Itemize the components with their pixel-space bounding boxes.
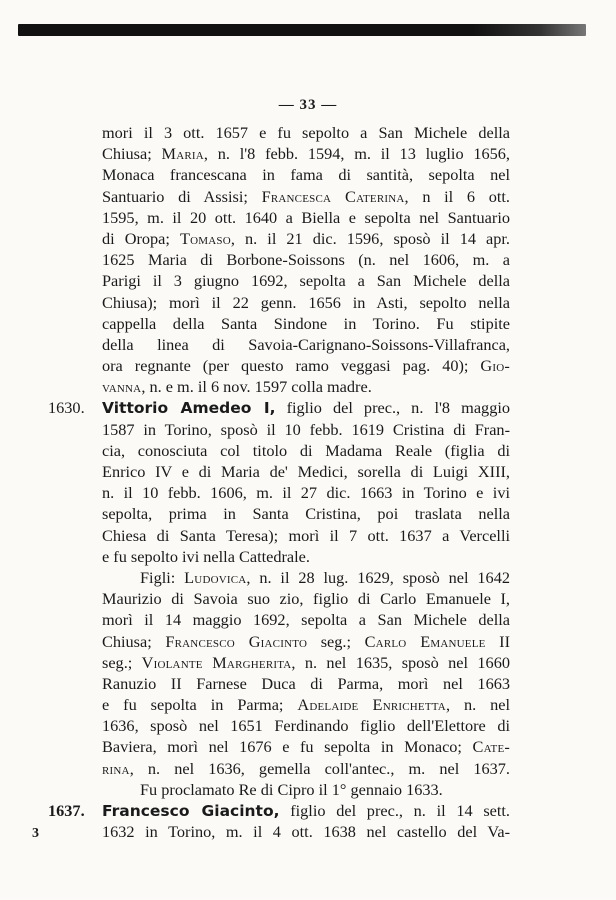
text-line bbox=[48, 270, 510, 291]
person-name: Cate- bbox=[472, 737, 510, 757]
text-segment: Figli: bbox=[140, 567, 185, 587]
text-segment: Parigi il 3 giugno 1692, sepolta a San Michele della bbox=[102, 271, 510, 291]
person-name: Carlo Emanuele bbox=[364, 631, 486, 651]
person-name: Maria bbox=[161, 144, 204, 164]
text-segment: 1632 in Torino, m. il 4 ott. 1638 nel castello del Va- bbox=[102, 822, 510, 842]
text-segment: , n. e m. il 6 nov. 1597 colla madre. bbox=[141, 377, 372, 397]
text-segment: , n il 6 ott. bbox=[404, 186, 510, 206]
text-segment: Ranuzio II Farnese Duca di Parma, morì nel 1663 bbox=[102, 673, 510, 693]
text-segment: morì il 14 maggio 1692, sepolta a San Michele della bbox=[102, 610, 510, 630]
text-segment: 1636, sposò nel 1651 Ferdinando figlio dell'Elettore di bbox=[102, 716, 510, 736]
text-line bbox=[48, 440, 510, 461]
text-line bbox=[48, 800, 510, 821]
text-line bbox=[48, 355, 510, 376]
ruler-name: Vittorio Amedeo I, bbox=[102, 399, 276, 418]
text-line bbox=[48, 461, 510, 482]
text-segment: , n. il 21 dic. 1596, sposò il 14 apr. bbox=[230, 228, 511, 248]
text-line bbox=[48, 736, 510, 757]
text-segment: 1587 in Torino, sposò il 10 febb. 1619 Cristina di Fran- bbox=[102, 419, 510, 439]
text-segment: Fu proclamato Re di Cipro il 1° gennaio 1633. bbox=[140, 779, 443, 799]
text-segment: della linea di Savoia-Carignano-Soissons-Villafranca, bbox=[102, 334, 510, 354]
text-segment: mori il 3 ott. 1657 e fu sepolto a San Michele della bbox=[102, 123, 510, 142]
ruler-name: Francesco Giacinto, bbox=[102, 802, 280, 820]
text-line bbox=[48, 186, 510, 207]
text-line bbox=[48, 631, 510, 652]
text-segment: cappella della Santa Sindone in Torino. Fu stipite bbox=[102, 313, 510, 333]
text-line bbox=[48, 588, 510, 609]
person-name: Tomaso bbox=[180, 228, 231, 248]
text-segment: cia, conosciuta col titolo di Madama Reale (figlia di bbox=[102, 440, 510, 460]
text-line bbox=[48, 482, 510, 503]
text-segment: Maurizio di Savoia suo zio, figlio di Carlo Emanuele I, bbox=[102, 589, 510, 609]
text-segment: Chiusa); morì il 22 genn. 1656 in Asti, sepolto nella bbox=[102, 292, 510, 312]
text-line bbox=[48, 313, 510, 334]
page-number: — 33 — bbox=[278, 97, 338, 113]
text-segment: sepolta, prima in Santa Cristina, poi traslata nella bbox=[102, 504, 510, 524]
text-line bbox=[48, 673, 510, 694]
person-name: Francesca Caterina bbox=[261, 186, 405, 206]
top-rule bbox=[18, 24, 586, 36]
person-name: rina bbox=[102, 758, 130, 778]
text-segment: 1595, m. il 20 ott. 1640 a Biella e sepolta nel Santuario bbox=[102, 207, 510, 227]
text-segment: 1625 Maria di Borbone-Soissons (n. nel 1606, m. a bbox=[102, 250, 510, 270]
text-line bbox=[48, 525, 510, 546]
text-segment: ora regnante (per questo ramo veggasi pag. 40); bbox=[102, 356, 481, 376]
text-segment: Chiusa; bbox=[102, 144, 162, 164]
text-line bbox=[48, 715, 510, 736]
text-segment: n. il 10 febb. 1606, m. il 27 dic. 1663 in Torino e ivi bbox=[102, 483, 510, 503]
person-name: Violante Margherita bbox=[141, 652, 292, 672]
text-segment: Santuario di Assisi; bbox=[102, 186, 262, 206]
text-block bbox=[48, 122, 510, 842]
text-line bbox=[48, 758, 510, 779]
text-segment: , n. l'8 febb. 1594, m. il 13 luglio 1656, bbox=[203, 144, 510, 164]
text-line bbox=[48, 334, 510, 355]
text-segment: , n. nel 1636, gemella coll'antec., m. nel 1637. bbox=[129, 758, 510, 778]
reign-year: 1637. bbox=[48, 801, 85, 820]
text-line bbox=[48, 419, 510, 440]
text-segment: , n. il 28 lug. 1629, sposò nel 1642 bbox=[246, 567, 510, 587]
text-segment: Chiesa di Santa Teresa); morì il 7 ott. 1637 a Vercelli bbox=[102, 525, 510, 545]
text-segment: seg.; bbox=[102, 652, 142, 672]
text-segment: Monaca francescana in fama di santità, sepolta nel bbox=[102, 165, 510, 185]
text-segment: e fu sepolto ivi nella Cattedrale. bbox=[102, 546, 310, 566]
text-line bbox=[48, 143, 510, 164]
text-line bbox=[48, 503, 510, 524]
person-name: vanna bbox=[102, 377, 142, 397]
text-segment: Baviera, morì nel 1676 e fu sepolta in Monaco; bbox=[102, 737, 473, 757]
text-segment: Chiusa; bbox=[102, 631, 166, 651]
text-segment: , n. nel 1635, sposò nel 1660 bbox=[291, 652, 510, 672]
person-name: Ludovica bbox=[184, 567, 247, 587]
signature-mark: 3 bbox=[32, 826, 39, 841]
text-line bbox=[48, 609, 510, 630]
text-line bbox=[48, 122, 510, 143]
text-line bbox=[48, 292, 510, 313]
text-segment: II bbox=[485, 631, 510, 651]
text-segment: seg.; bbox=[307, 631, 365, 651]
person-name: Gio- bbox=[480, 356, 510, 376]
text-line bbox=[48, 821, 510, 842]
text-line bbox=[48, 228, 510, 249]
text-line bbox=[48, 249, 510, 270]
text-line bbox=[48, 397, 510, 418]
text-segment: Enrico IV e di Maria de' Medici, sorella di Luigi XIII, bbox=[102, 462, 510, 481]
text-segment: figlio del prec., n. l'8 maggio bbox=[275, 398, 510, 418]
text-line bbox=[48, 376, 510, 397]
person-name: Adelaide Enrichetta bbox=[297, 695, 446, 715]
text-line bbox=[48, 207, 510, 228]
person-name: Francesco Giacinto bbox=[165, 631, 308, 651]
text-segment: , n. nel bbox=[445, 695, 511, 715]
text-line bbox=[48, 164, 510, 185]
text-segment: figlio del prec., n. il 14 sett. bbox=[279, 801, 511, 820]
text-line bbox=[48, 546, 510, 567]
reign-year: 1630. bbox=[48, 398, 85, 418]
text-segment: di Oropa; bbox=[102, 228, 180, 248]
text-line bbox=[48, 567, 510, 588]
text-line bbox=[48, 779, 510, 800]
text-line bbox=[48, 694, 510, 715]
text-segment: e fu sepolta in Parma; bbox=[102, 695, 298, 715]
text-line bbox=[48, 652, 510, 673]
